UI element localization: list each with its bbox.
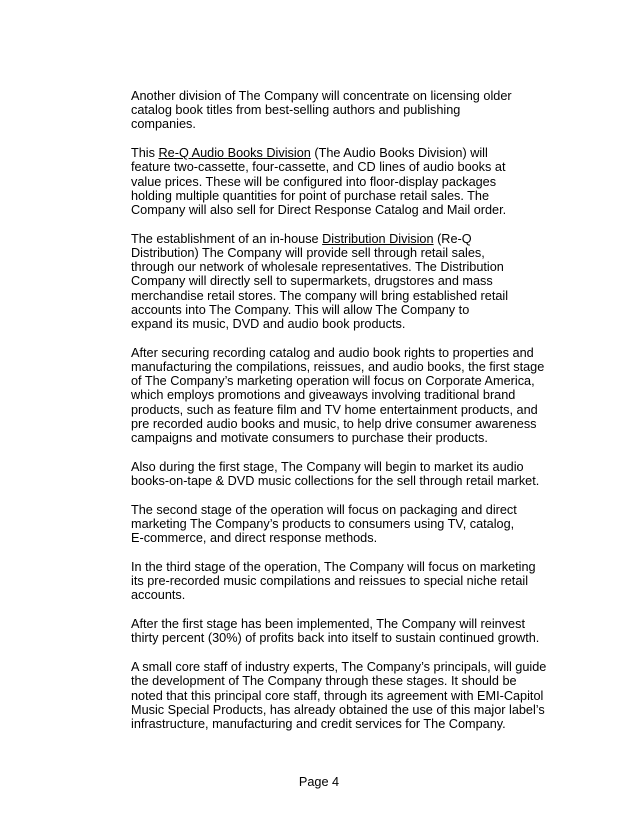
text-line: [131, 232, 551, 246]
text-line: accounts into The Company. This will allow The Company to: [131, 302, 470, 317]
text-line: The second stage of the operation will focus on packaging and direct: [131, 502, 517, 517]
text-line: Company will directly sell to supermarkets, drugstores and mass: [131, 274, 493, 289]
text-line: pre recorded audio books and music, to help drive consumer awareness: [131, 416, 537, 431]
body-text: [131, 89, 551, 746]
text-run: (The Audio Books Division) will: [310, 146, 488, 161]
text-line: marketing The Company’s products to consumers using TV, catalog,: [131, 517, 515, 532]
text-line: Another division of The Company will concentrate on licensing older: [131, 89, 512, 103]
paragraph-reinvest: [131, 617, 551, 645]
paragraph-first-stage: [131, 346, 551, 445]
text-line: A small core staff of industry experts, The Company’s principals, will guide: [131, 660, 547, 675]
text-line: value prices. These will be configured into floor-display packages: [131, 174, 497, 189]
paragraph-third-stage: [131, 560, 551, 603]
audio-books-division-term: Re-Q Audio Books Division: [158, 146, 311, 161]
paragraph-second-stage: [131, 503, 551, 546]
text-line: [131, 146, 551, 160]
text-line: of The Company’s marketing operation will focus on Corporate America,: [131, 374, 535, 389]
text-run: The establishment of an in-house: [131, 231, 323, 246]
distribution-division-term: Distribution Division: [322, 231, 434, 246]
text-line: companies.: [131, 117, 196, 132]
text-line: Music Special Products, has already obtained the use of this major label’s: [131, 702, 545, 717]
text-line: infrastructure, manufacturing and credit services for The Company.: [131, 717, 506, 732]
text-line: campaigns and motivate consumers to purchase their products.: [131, 431, 488, 446]
paragraph-first-stage-retail: [131, 460, 551, 488]
paragraph-core-staff: [131, 660, 551, 731]
text-line: feature two-cassette, four-cassette, and CD lines of audio books at: [131, 160, 506, 175]
text-line: thirty percent (30%) of profits back into itself to sustain continued growth.: [131, 631, 540, 646]
text-line: catalog book titles from best-selling authors and publishing: [131, 103, 461, 118]
text-line: Also during the first stage, The Company will begin to market its audio: [131, 459, 524, 474]
text-line: After the first stage has been implemented, The Company will reinvest: [131, 617, 525, 632]
text-line: E-commerce, and direct response methods.: [131, 531, 378, 546]
page-number: Page 4: [298, 775, 340, 789]
text-line: manufacturing the compilations, reissues, and audio books, the first stage: [131, 360, 545, 375]
text-line: accounts.: [131, 588, 186, 603]
text-line: merchandise retail stores. The company will bring established retail: [131, 288, 509, 303]
paragraph-audio-books-division: [131, 146, 551, 217]
text-line: through our network of wholesale representatives. The Distribution: [131, 260, 504, 275]
paragraph-licensing: [131, 89, 551, 132]
text-run: (Re-Q: [433, 231, 472, 246]
text-line: In the third stage of the operation, The Company will focus on marketing: [131, 560, 536, 575]
text-line: Company will also sell for Direct Response Catalog and Mail order.: [131, 203, 507, 218]
text-line: books-on-tape & DVD music collections for the sell through retail market.: [131, 474, 540, 489]
text-line: products, such as feature film and TV home entertainment products, and: [131, 402, 538, 417]
text-line: Distribution) The Company will provide sell through retail sales,: [131, 246, 485, 261]
text-line: holding multiple quantities for point of purchase retail sales. The: [131, 188, 490, 203]
text-line: noted that this principal core staff, through its agreement with EMI-Capitol: [131, 688, 544, 703]
text-line: After securing recording catalog and audio book rights to properties and: [131, 345, 534, 360]
text-line: expand its music, DVD and audio book products.: [131, 317, 406, 332]
text-run: This: [131, 146, 159, 161]
text-line: the development of The Company through these stages. It should be: [131, 674, 517, 689]
text-line: its pre-recorded music compilations and reissues to special niche retail: [131, 574, 529, 589]
text-line: which employs promotions and giveaways involving traditional brand: [131, 388, 516, 403]
paragraph-distribution-division: [131, 232, 551, 331]
